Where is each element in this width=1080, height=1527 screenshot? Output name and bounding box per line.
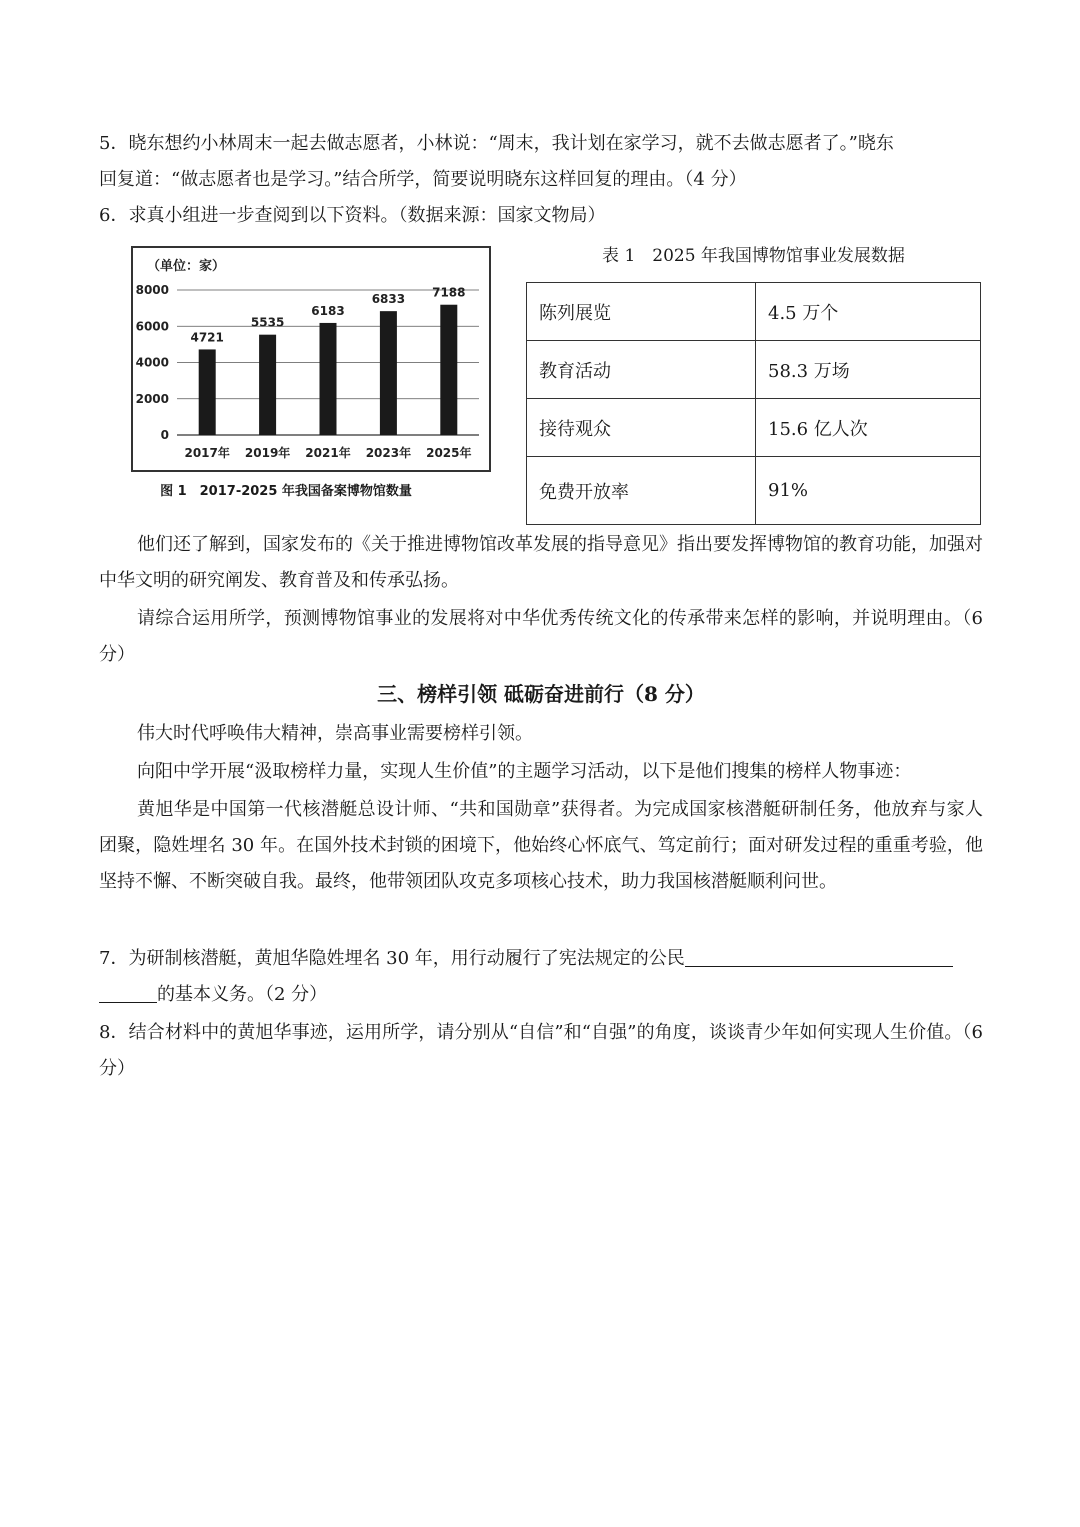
chart-data-label: 6183 <box>311 303 345 318</box>
chart-x-tick-label: 2023年 <box>365 446 412 460</box>
chart-caption: 图 1 2017-2025 年我国备案博物馆数量 <box>160 484 412 499</box>
question-6-intro: 6．求真小组进一步查阅到以下资料。（数据来源：国家文物局） <box>99 205 606 226</box>
chart-data-label: 6833 <box>371 292 406 307</box>
table-cell-value: 58.3 万场 <box>756 341 981 399</box>
chart-bar <box>259 335 276 435</box>
table-cell-value: 91% <box>756 457 981 525</box>
chart-x-tick-label: 2021年 <box>305 446 351 460</box>
section-3-paragraph-2: 向阳中学开展“汲取榜样力量，实现人生价值”的主题学习活动，以下是他们搜集的榜样人物事迹： <box>137 761 912 782</box>
table-title: 表 1 2025 年我国博物馆事业发展数据 <box>602 246 905 266</box>
chart-bar <box>199 349 216 435</box>
table-cell-value: 15.6 亿人次 <box>756 399 981 457</box>
section-3-paragraph-3: 黄旭华是中国第一代核潜艇总设计师、“共和国勋章”获得者。为完成国家核潜艇研制任务，他放弃与家人团聚，隐姓埋名 30 年。在国外技术封锁的困境下，他始终心怀底气、笃定前行；面对研发过程的重重考验，他坚持不懈、不断突破自我。最终，他带领团队攻克多项核心技术，助力我国核潜艇顺利问世。 <box>99 799 983 892</box>
table-cell-value: 4.5 万个 <box>756 283 981 341</box>
museum-count-chart-svg <box>133 248 489 470</box>
table-cell-label: 接待观众 <box>527 399 756 457</box>
chart-data-label: 7188 <box>432 285 466 300</box>
section-3-paragraph-1: 伟大时代呼唤伟大精神，崇高事业需要榜样引领。 <box>137 723 533 744</box>
question-5 <box>99 126 983 198</box>
museum-stats-table <box>526 282 981 525</box>
question-6-paragraph-1: 他们还了解到，国家发布的《关于推进博物馆改革发展的指导意见》指出要发挥博物馆的教育功能，加强对中华文明的研究阐发、教育普及和传承弘扬。 <box>99 534 983 591</box>
chart-data-label: 4721 <box>190 330 224 345</box>
chart-bar <box>380 311 397 435</box>
answer-blank-continued[interactable] <box>99 982 157 1003</box>
table-cell-label: 陈列展览 <box>527 283 756 341</box>
chart-x-tick-label: 2025年 <box>426 446 472 460</box>
chart-bar <box>320 323 337 435</box>
table-row <box>527 399 981 457</box>
chart-y-tick-label: 6000 <box>135 319 169 334</box>
answer-blank[interactable] <box>685 946 953 967</box>
question-5-line1: 5．晓东想约小林周末一起去做志愿者，小林说：“周末，我计划在家学习，就不去做志愿者了。”晓东 <box>99 133 894 154</box>
chart-bar <box>440 305 457 435</box>
table-cell-label: 教育活动 <box>527 341 756 399</box>
question-6-paragraph-2: 请综合运用所学，预测博物馆事业的发展将对中华优秀传统文化的传承带来怎样的影响，并说明理由。（6 分） <box>99 608 983 665</box>
table-cell-label: 免费开放率 <box>527 457 756 525</box>
question-7 <box>99 941 983 1013</box>
chart-y-tick-label: 0 <box>160 428 169 442</box>
chart-unit-label: （单位：家） <box>147 259 226 274</box>
question-7-text-after: 的基本义务。（2 分） <box>157 984 328 1005</box>
chart-x-tick-label: 2017年 <box>184 446 230 460</box>
chart-x-tick-label: 2019年 <box>244 446 291 460</box>
table-row <box>527 457 981 525</box>
chart-y-tick-label: 4000 <box>135 355 169 370</box>
museum-count-chart <box>131 246 491 472</box>
question-5-line2: 回复道：“做志愿者也是学习。”结合所学，简要说明晓东这样回复的理由。（4 分） <box>99 169 747 190</box>
question-8: 8．结合材料中的黄旭华事迹，运用所学，请分别从“自信”和“自强”的角度，谈谈青少年如何实现人生价值。（6 分） <box>99 1022 983 1079</box>
chart-y-tick-label: 8000 <box>135 283 169 297</box>
table-row <box>527 283 981 341</box>
chart-data-label: 5535 <box>250 315 285 330</box>
table-row <box>527 341 981 399</box>
chart-y-tick-label: 2000 <box>135 391 169 406</box>
question-7-text-before: 7．为研制核潜艇，黄旭华隐姓埋名 30 年，用行动履行了宪法规定的公民 <box>99 948 685 969</box>
section-3-title: 三、榜样引领 砥砺奋进前行（8 分） <box>377 682 705 706</box>
